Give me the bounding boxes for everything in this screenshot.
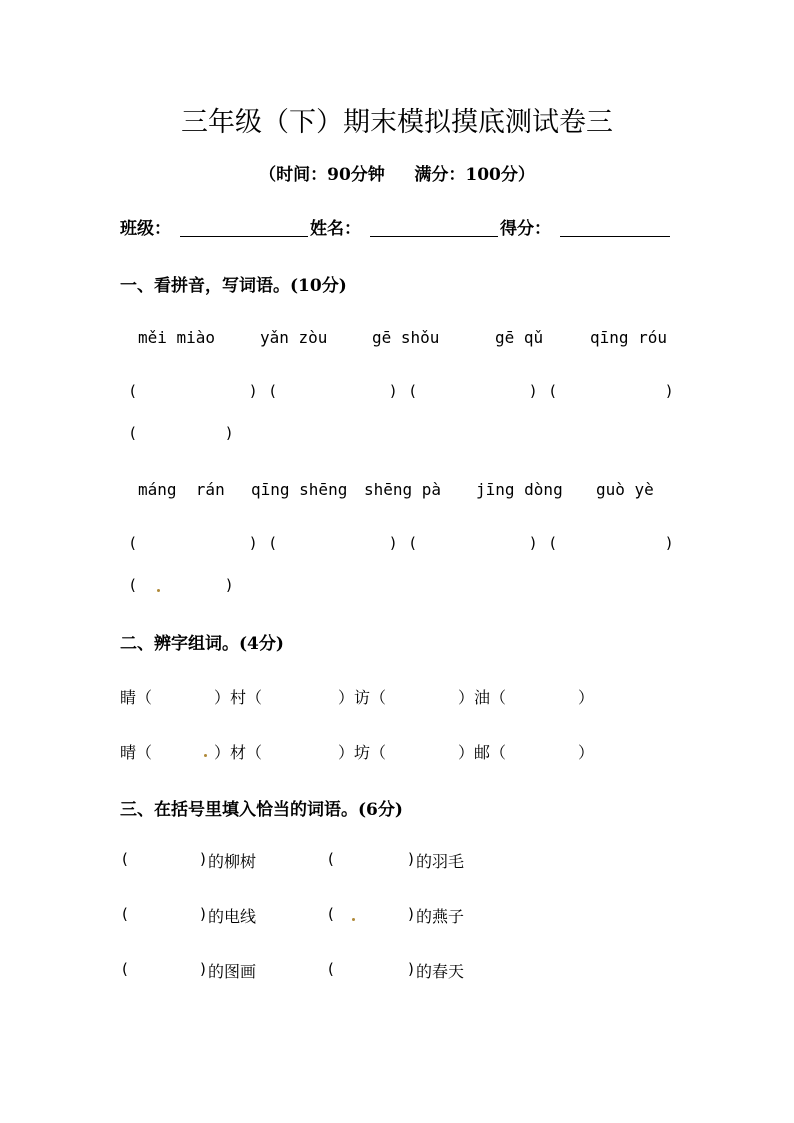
answer-paren-close: ) [226, 576, 232, 594]
char-cell: ） [578, 688, 595, 707]
answer-paren-close: ) [226, 424, 232, 442]
answer-paren-close: ) [666, 534, 672, 552]
blank-paren-open: ( [122, 905, 128, 923]
phrase-item: 的电线 [208, 907, 257, 926]
section-1-heading: 一、看拼音，写词语。(10分) [120, 276, 347, 296]
answer-paren-close: ) [530, 382, 536, 400]
answer-paren-open: ( [270, 534, 276, 552]
answer-paren-close: ) [250, 534, 256, 552]
char-cell: ）访（ [338, 688, 387, 707]
scan-speck [157, 589, 160, 592]
section-2-heading: 二、辨字组词。(4分) [120, 634, 284, 654]
section-3-heading: 三、在括号里填入恰当的词语。(6分) [120, 800, 403, 820]
blank-paren-open: ( [122, 850, 128, 868]
blank-paren-close: ) [200, 850, 206, 868]
answer-paren-close: ) [390, 534, 396, 552]
char-cell: ）油（ [458, 688, 507, 707]
answer-paren-close: ) [530, 534, 536, 552]
blank-paren-open: ( [328, 905, 334, 923]
pinyin-item: měi miào [138, 328, 216, 347]
name-blank[interactable] [370, 236, 498, 237]
blank-paren-close: ) [200, 905, 206, 923]
scan-speck [204, 754, 207, 757]
phrase-item: 的图画 [208, 962, 257, 981]
pinyin-item: gē qǔ [495, 328, 544, 347]
answer-paren-open: ( [410, 534, 416, 552]
pinyin-item: gē shǒu [372, 328, 440, 347]
pinyin-item: guò yè [596, 480, 654, 499]
answer-paren-close: ) [250, 382, 256, 400]
blank-paren-close: ) [408, 850, 414, 868]
char-cell: 晴（ [120, 743, 153, 762]
blank-paren-open: ( [328, 850, 334, 868]
blank-paren-open: ( [122, 960, 128, 978]
phrase-item: 的羽毛 [416, 852, 465, 871]
answer-paren-open: ( [130, 382, 136, 400]
answer-paren-open: ( [270, 382, 276, 400]
answer-paren-open: ( [550, 534, 556, 552]
char-cell: ） [578, 743, 595, 762]
answer-paren-close: ) [390, 382, 396, 400]
blank-paren-close: ) [408, 905, 414, 923]
page-title: 三年级（下）期末模拟摸底测试卷三 [181, 107, 613, 138]
score-label: 得分： [500, 219, 551, 239]
answer-paren-open: ( [410, 382, 416, 400]
answer-paren-open: ( [130, 576, 136, 594]
exam-time-score: （时间：90分钟 满分：100分） [259, 165, 535, 185]
pinyin-item: qīng róu [590, 328, 668, 347]
char-cell: 睛（ [120, 688, 153, 707]
score-blank[interactable] [560, 236, 670, 237]
scan-speck [352, 918, 355, 921]
name-label: 姓名： [310, 219, 361, 239]
blank-paren-open: ( [328, 960, 334, 978]
char-cell: ）邮（ [458, 743, 507, 762]
pinyin-item: jīng dòng [476, 480, 563, 499]
answer-paren-open: ( [130, 424, 136, 442]
pinyin-item: máng rán [138, 480, 225, 499]
phrase-item: 的燕子 [416, 907, 465, 926]
phrase-item: 的春天 [416, 962, 465, 981]
char-cell: ）坊（ [338, 743, 387, 762]
pinyin-item: shēng pà [364, 480, 442, 499]
answer-paren-open: ( [130, 534, 136, 552]
phrase-item: 的柳树 [208, 852, 257, 871]
blank-paren-close: ) [408, 960, 414, 978]
class-label: 班级： [120, 219, 171, 239]
char-cell: ）材（ [214, 743, 263, 762]
answer-paren-close: ) [666, 382, 672, 400]
answer-paren-open: ( [550, 382, 556, 400]
blank-paren-close: ) [200, 960, 206, 978]
pinyin-item: yǎn zòu [260, 328, 328, 347]
char-cell: ）村（ [214, 688, 263, 707]
class-blank[interactable] [180, 236, 308, 237]
pinyin-item: qīng shēng [251, 480, 348, 499]
